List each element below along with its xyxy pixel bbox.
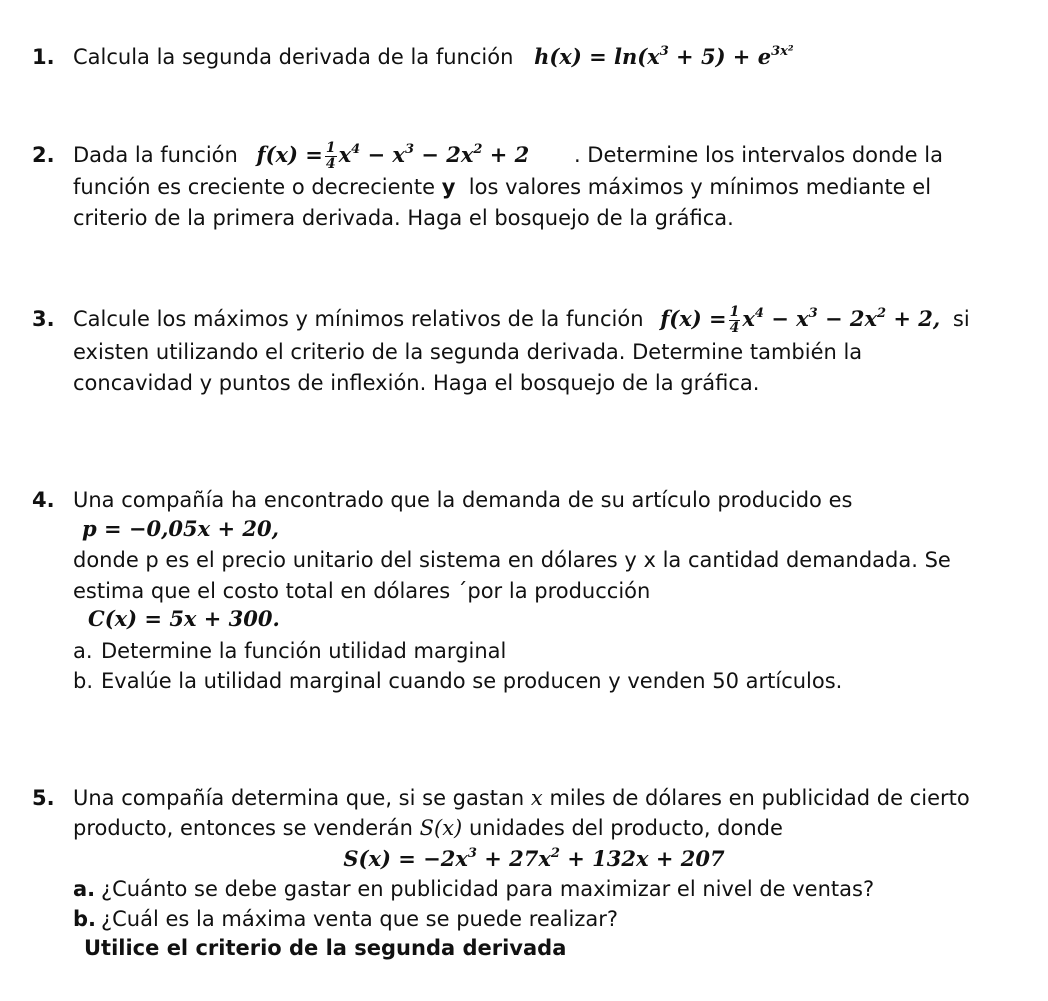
problem-2-line-1: Dada la función f(x) = $\frac{1}{4}$ $x^4 - x^3 - 2x^2 + 2$ . Determine los intervalos donde la — [73, 140, 943, 172]
problem-text — [73, 41, 794, 73]
problem-number: 2. — [32, 143, 55, 167]
problem-5-part-a: a. ¿Cuánto se debe gastar en publicidad para maximizar el nivel de ventas? — [73, 877, 875, 901]
problem-5-part-b: b. ¿Cuál es la máxima venta que se puede realizar? — [73, 907, 618, 931]
formula-f: f(x) = $\frac{1}{4}$ $x^4 - x^3 - 2x^2 + 2$ — [256, 140, 530, 172]
problem-1-statement: Calcula la segunda derivada de la función — [73, 45, 514, 69]
problem-number: 3. — [32, 307, 55, 331]
demand-formula: p = −0,05x + 20, — [82, 516, 279, 541]
problem-2-line-2: función es creciente o decreciente y los valores máximos y mínimos mediante el — [73, 175, 932, 199]
problem-4-line-1: Una compañía ha encontrado que la demanda de su artículo producido es — [73, 488, 853, 512]
problem-5-line-1: Una compañía determina que, si se gastan x miles de dólares en publicidad de cierto — [73, 786, 970, 810]
formula-f: f(x) = $\frac{1}{4}$ $x^4 - x^3 - 2x^2 + 2$, — [660, 304, 941, 336]
problem-4-part-a: a. Determine la función utilidad marginal — [73, 639, 507, 663]
problem-number: 5. — [32, 786, 55, 810]
problem-3-line-3: concavidad y puntos de inflexión. Haga el bosquejo de la gráfica. — [73, 371, 760, 395]
problem-4-part-b: b. Evalúe la utilidad marginal cuando se producen y venden 50 artículos. — [73, 669, 843, 693]
problem-4-line-4: estima que el costo total en dólares ´por la producción — [73, 579, 651, 603]
cost-formula: C(x) = 5x + 300. — [88, 606, 280, 631]
formula-h: $h(x) = \ln(x^3 + 5) + e^{3x^2}$ — [534, 44, 794, 69]
problem-5-line-2: producto, entonces se venderán S(x) unidades del producto, donde — [73, 816, 783, 840]
sales-formula: $S(x) = -2x^3 + 27x^2 + 132x + 207$ — [343, 846, 725, 871]
problem-4-line-3: donde p es el precio unitario del sistema en dólares y x la cantidad demandada. Se — [73, 548, 951, 572]
problem-3-line-1: Calcule los máximos y mínimos relativos de la función f(x) = $\frac{1}{4}$ $x^4 - x^3 - 2x^2 + 2$, si — [73, 304, 970, 336]
problem-number: 4. — [32, 488, 55, 512]
problem-5-footer: Utilice el criterio de la segunda derivada — [84, 936, 567, 960]
problem-3-line-2: existen utilizando el criterio de la segunda derivada. Determine también la — [73, 340, 863, 364]
problem-2-line-3: criterio de la primera derivada. Haga el bosquejo de la gráfica. — [73, 206, 734, 230]
problem-number: 1. — [32, 45, 55, 69]
